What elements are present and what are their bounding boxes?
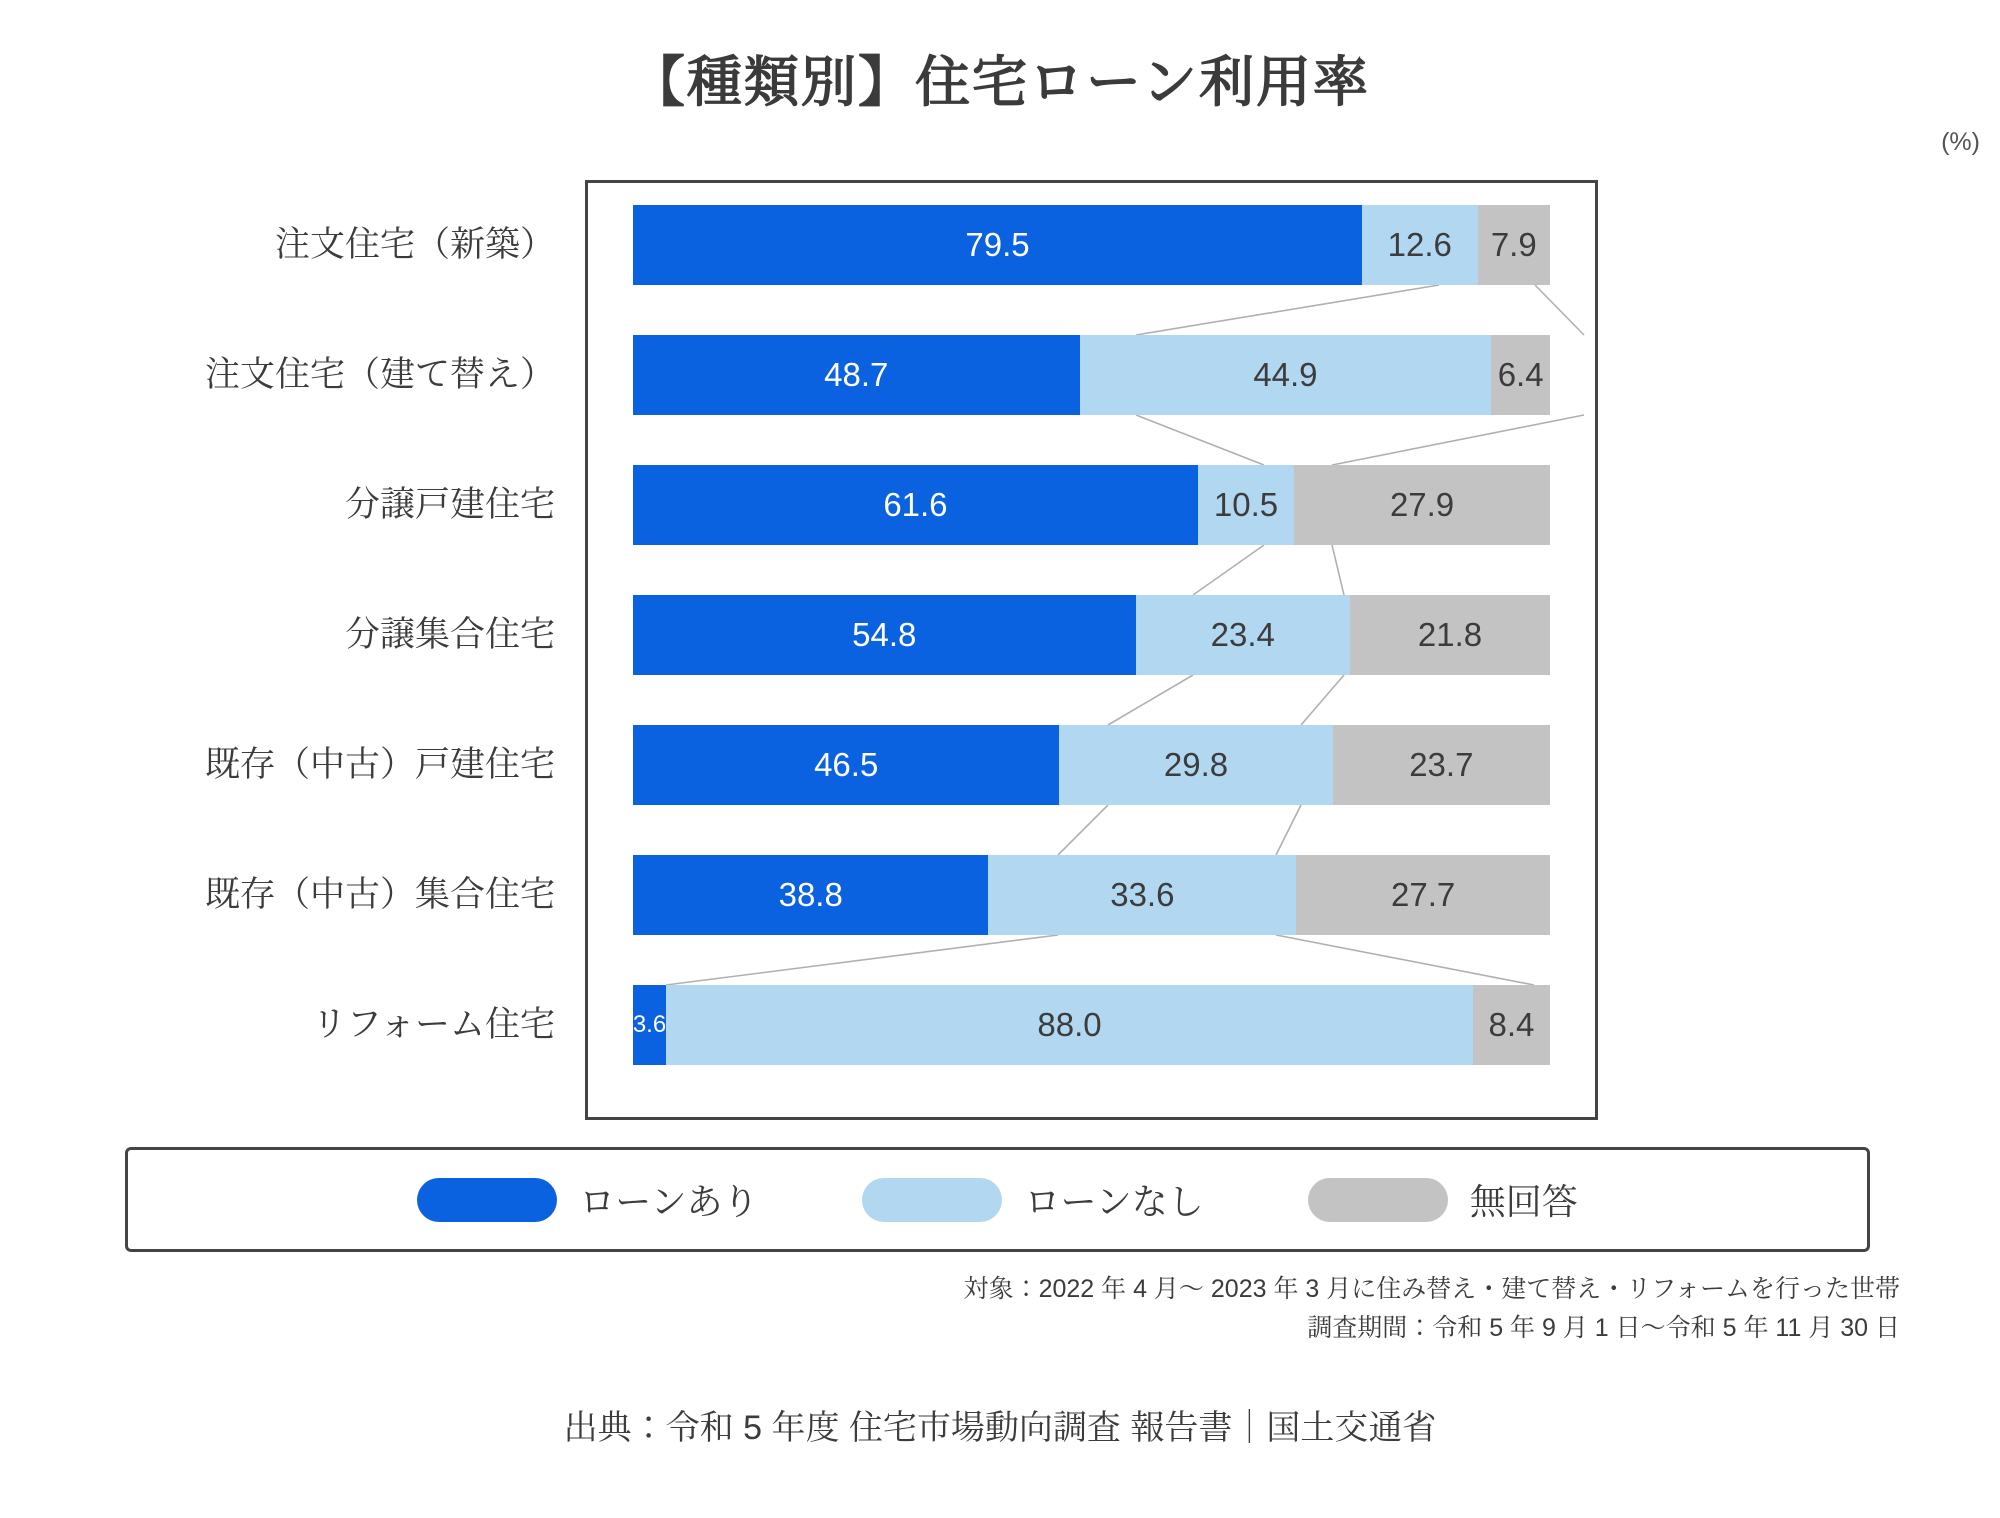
bar-segment-no-answer: 27.7: [1296, 855, 1550, 935]
stacked-bar: [633, 465, 1550, 545]
bar-segment-loan: 48.7: [633, 335, 1080, 415]
legend-label-loan: ローンあり: [579, 1181, 759, 1222]
bar-rows: [204, 180, 1598, 1120]
stacked-bar: [633, 335, 1550, 415]
legend: [125, 1147, 1870, 1252]
bar-segment-no-answer: 6.4: [1491, 335, 1550, 415]
stacked-bar: [633, 205, 1550, 285]
bar-segment-loan: 61.6: [633, 465, 1198, 545]
category-label: 分譲集合住宅: [344, 615, 555, 654]
table-row: [274, 205, 1598, 285]
table-row: [311, 985, 1598, 1065]
bar-segment-no-answer: 7.9: [1478, 205, 1550, 285]
legend-item-loan: [417, 1174, 758, 1225]
category-label: 既存（中古）集合住宅: [204, 875, 555, 914]
table-row: [344, 595, 1598, 675]
legend-label-no-answer: 無回答: [1469, 1181, 1578, 1222]
category-label: 注文住宅（新築）: [274, 225, 555, 264]
bar-segment-loan: 38.8: [633, 855, 988, 935]
survey-note-target: 対象：2022 年 4 月〜 2023 年 3 月に住み替え・建て替え・リフォームを行った世帯: [963, 1275, 1900, 1303]
survey-note-period: 調査期間：令和 5 年 9 月 1 日〜令和 5 年 11 月 30 日: [1307, 1313, 1900, 1342]
bar-segment-loan: 46.5: [633, 725, 1059, 805]
bar-segment-no-loan: 10.5: [1198, 465, 1294, 545]
bar-segment-no-answer: 21.8: [1350, 595, 1550, 675]
legend-swatch-no-loan-icon: [862, 1178, 1002, 1222]
bar-segment-no-answer: 8.4: [1473, 985, 1550, 1065]
category-label: リフォーム住宅: [311, 1005, 555, 1044]
bar-segment-no-loan: 12.6: [1362, 205, 1478, 285]
category-label: 注文住宅（建て替え）: [204, 355, 555, 394]
legend-item-no-loan: [862, 1174, 1203, 1225]
bar-segment-no-loan: 33.6: [988, 855, 1296, 935]
bar-segment-loan: 79.5: [633, 205, 1362, 285]
bar-segment-no-loan: 23.4: [1136, 595, 1351, 675]
table-row: [204, 335, 1598, 415]
bar-segment-no-loan: 44.9: [1080, 335, 1492, 415]
legend-swatch-loan-icon: [417, 1178, 557, 1222]
stacked-bar: [633, 595, 1550, 675]
category-label: 分譲戸建住宅: [344, 485, 555, 524]
source-note: 出典：令和 5 年度 住宅市場動向調査 報告書｜国土交通省: [563, 1409, 1437, 1447]
bar-segment-loan: 3.6: [633, 985, 666, 1065]
stacked-bar: [633, 985, 1550, 1065]
table-row: [204, 855, 1598, 935]
bar-segment-no-answer: 27.9: [1294, 465, 1550, 545]
unit-label: (%): [1941, 128, 1980, 156]
bar-segment-loan: 54.8: [633, 595, 1136, 675]
table-row: [204, 725, 1598, 805]
stacked-bar: [633, 855, 1550, 935]
bar-segment-no-answer: 23.7: [1333, 725, 1550, 805]
category-label: 既存（中古）戸建住宅: [204, 745, 555, 784]
bar-segment-no-loan: 88.0: [666, 985, 1473, 1065]
legend-swatch-no-answer-icon: [1308, 1178, 1448, 1222]
legend-item-no-answer: [1308, 1174, 1578, 1225]
legend-label-no-loan: ローンなし: [1024, 1181, 1204, 1222]
bar-segment-no-loan: 29.8: [1059, 725, 1332, 805]
survey-notes: [600, 1270, 1900, 1348]
stacked-bar: [633, 725, 1550, 805]
table-row: [344, 465, 1598, 545]
page-title: 【種類別】住宅ローン利用率: [630, 51, 1370, 113]
